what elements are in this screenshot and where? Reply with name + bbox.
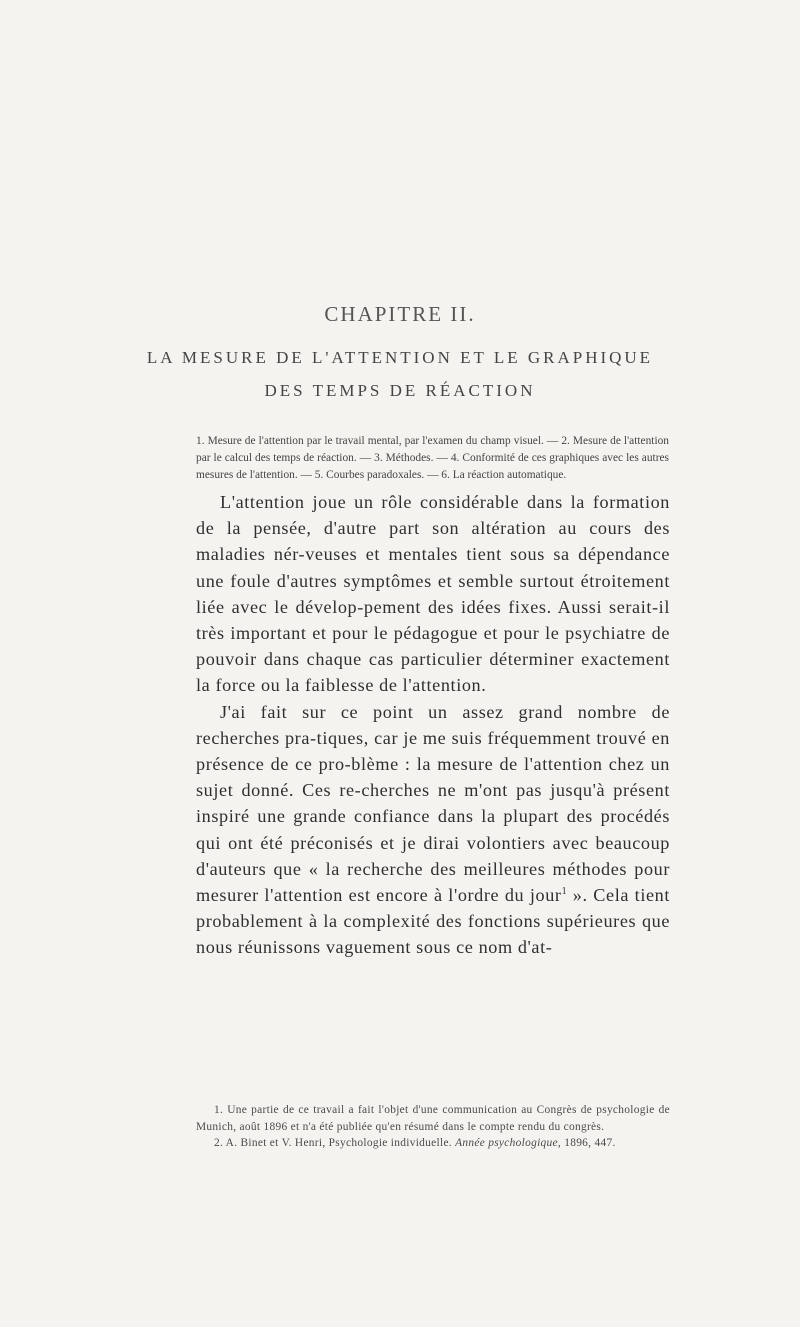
chapter-heading: CHAPITRE II. bbox=[324, 302, 476, 326]
paragraph-2-part-a: J'ai fait sur ce point un assez grand nombre de recherches pra-tiques, car je me suis fréquemment trouvé en présence de ce pro-blème : la mesure de l'attention chez un sujet donné. Ces re-cherches ne m'ont pas jusqu'à présent inspiré une grande confiance dans la plupart des procédés qui ont été préconisés et je dirai volontiers avec beaucoup d'auteurs que « la recherche des meilleures méthodes pour mesurer l'attention est encore à l'ordre du jour bbox=[196, 701, 670, 906]
footnote-2-journal: Année psychologique bbox=[455, 1137, 558, 1150]
paragraph-2-part-b: ». Cela tient probablement à la complexité des fonctions supérieures que nous réunissons vaguement sous ce nom d'at- bbox=[196, 885, 670, 958]
chapter-title-line-2: DES TEMPS DE RÉACTION bbox=[264, 381, 536, 400]
footnote-ref-1: 1 bbox=[561, 885, 568, 897]
paragraph-2 bbox=[196, 699, 670, 961]
chapter-summary: 1. Mesure de l'attention par le travail mental, par l'examen du champ visuel. — 2. Mesure de l'attention par le calcul des temps de réaction. — 3. Méthodes. — 4. Conformité de ces graphiques avec les autres mesures de l'attention. — 5. Courbes paradoxales. — 6. La réaction automatique. bbox=[196, 435, 669, 481]
chapter-title-line-1: LA MESURE DE L'ATTENTION ET LE GRAPHIQUE bbox=[146, 348, 654, 367]
footnote-2-part-a: 2. A. Binet et V. Henri, Psychologie individuelle. bbox=[214, 1137, 456, 1150]
footnote-2-part-b: , 1896, 447. bbox=[557, 1137, 616, 1150]
paragraph-1: L'attention joue un rôle considérable dans la formation de la pensée, d'autre part son altération au cours des maladies nér-veuses et mentales tient sous sa dépendance une foule d'autres symptômes et semble surtout étroitement liée avec le dévelop-pement des idées fixes. Aussi serait-il très important et pour le pédagogue et pour le psychiatre de pouvoir dans chaque cas particulier déterminer exactement la force ou la faiblesse de l'attention. bbox=[196, 492, 670, 696]
footnote-1: 1. Une partie de ce travail a fait l'objet d'une communication au Congrès de psychologie de Munich, août 1896 et n'a été publiée qu'en résumé dans le compte rendu du congrès. bbox=[196, 1104, 670, 1133]
main-text bbox=[196, 489, 670, 961]
footnote-2 bbox=[196, 1135, 670, 1152]
footnotes bbox=[196, 1102, 670, 1152]
